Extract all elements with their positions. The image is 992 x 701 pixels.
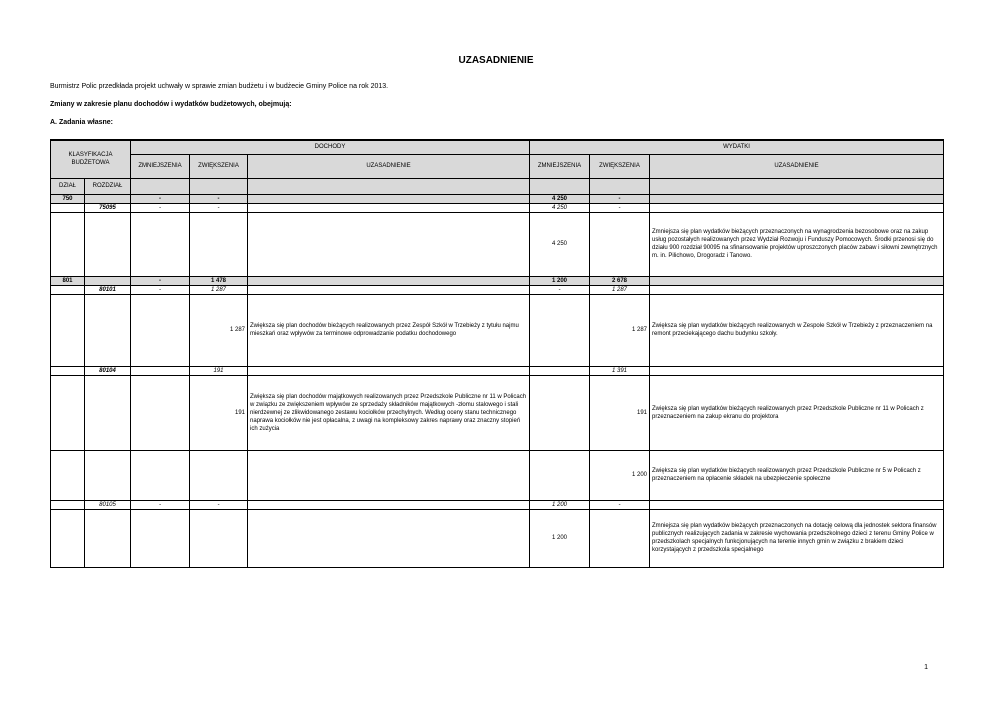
value-cell: 191 (190, 366, 248, 375)
table-row (51, 285, 944, 294)
justification-cell: Zwiększa się plan wydatków bieżących realizowanych przez Przedszkole Publiczne nr 5 w Policach z przeznaczeniem na opłacenie składek na ubezpieczenie społeczne (650, 450, 944, 500)
value-cell: - (190, 203, 248, 212)
value-cell: 191 (190, 375, 248, 450)
value-cell: - (131, 203, 190, 212)
value-cell: - (131, 194, 190, 203)
dzial-cell: 801 (51, 276, 85, 285)
value-cell: 1 478 (190, 276, 248, 285)
subtitle-text: Zmiany w zakresie planu dochodów i wydatków budżetowych, obejmują: (50, 101, 292, 108)
header-wydatki-uzasadnienie: UZASADNIENIE (650, 154, 944, 178)
value-cell: 4 250 (530, 194, 590, 203)
value-cell: - (190, 500, 248, 509)
value-cell: - (590, 194, 650, 203)
header-dochody-zmniejszenia: ZMNIEJSZENIA (131, 154, 190, 178)
value-cell: - (530, 285, 590, 294)
value-cell: - (131, 285, 190, 294)
table-row (51, 203, 944, 212)
value-cell: - (190, 194, 248, 203)
justification-cell: Zmniejsza się plan wydatków bieżących przeznaczonych na dotację celową dla jednostek sektora finansów publicznych realizujących zadania w zakresie wychowania przedszkolnego dzieci z terenu Gminy Police w przedszkolach specjalnych funkcjonujących na terenie innych gmin w związku z brakiem dzieci korzystających z przedszkola specjalnego (650, 509, 944, 567)
table-row (51, 375, 944, 450)
value-cell: 1 287 (590, 294, 650, 366)
budget-table (50, 139, 944, 568)
document-title: UZASADNIENIE (458, 55, 534, 66)
header-wydatki-zwiekszenia: ZWIĘKSZENIA (590, 154, 650, 178)
value-cell: 4 250 (530, 203, 590, 212)
value-cell: 2 678 (590, 276, 650, 285)
value-cell: 1 200 (530, 500, 590, 509)
header-rozdzial: ROZDZIAŁ (85, 178, 131, 194)
dzial-cell: 750 (51, 194, 85, 203)
value-cell: 1 287 (590, 285, 650, 294)
section-heading: A. Zadania własne: (50, 119, 114, 126)
justification-cell: Zmniejsza się plan wydatków bieżących przeznaczonych na wynagrodzenia bezosobowe oraz na zakup usług pozostałych realizowanych przez Wydział Rozwoju i Funduszy Pomocowych. Środki przenosi się do działu 900 rozdział 90095 na sfinansowanie projektów uproszczonych placów zabaw i siłowni zewnętrznych m. in. Pilichowo, Drogoradz i Tanowo. (650, 212, 944, 276)
value-cell: - (590, 500, 650, 509)
value-cell: 191 (590, 375, 650, 450)
value-cell: 1 200 (590, 450, 650, 500)
justification-cell: Zwiększa się plan wydatków bieżących realizowanych przez Przedszkole Publiczne nr 11 w Policach z przeznaczeniem na zakup ekranu do projektora (650, 375, 944, 450)
value-cell: - (590, 203, 650, 212)
table-row (51, 366, 944, 375)
table-row (51, 194, 944, 203)
justification-cell: Zwiększa się plan dochodów majątkowych realizowanych przez Przedszkole Publiczne nr 11 w Policach w związku ze zwiększeniem wpływów ze sprzedaży składników majątkowych -złomu stalowego i stali nierdzewnej ze zlikwidowanego zestawu kociołków przechylnych. Według oceny stanu technicznego naprawa kociołków nie jest opłacalna, z uwagi na kompleksowy zakres naprawy oraz znaczny stopień ich zużycia (248, 375, 530, 450)
table-row (51, 276, 944, 285)
value-cell: 1 391 (590, 366, 650, 375)
rozdzial-cell: 80105 (85, 500, 131, 509)
page-number: 1 (924, 664, 928, 671)
value-cell: 4 250 (530, 212, 590, 276)
rozdzial-cell: 75095 (85, 203, 131, 212)
value-cell: 1 200 (530, 509, 590, 567)
header-dochody-uzasadnienie: UZASADNIENIE (248, 154, 530, 178)
justification-cell: Zwiększa się plan wydatków bieżących realizowanych w Zespole Szkół w Trzebieży z przeznaczeniem na remont przeciekającego dachu budynku szkoły. (650, 294, 944, 366)
table-row (51, 500, 944, 509)
header-wydatki: WYDATKI (530, 140, 944, 154)
table-row (51, 509, 944, 567)
value-cell: - (131, 276, 190, 285)
table-row (51, 212, 944, 276)
value-cell: - (131, 500, 190, 509)
rozdzial-cell: 80101 (85, 285, 131, 294)
header-dochody: DOCHODY (131, 140, 530, 154)
table-row (51, 294, 944, 366)
value-cell: 1 287 (190, 285, 248, 294)
header-wydatki-zmniejszenia: ZMNIEJSZENIA (530, 154, 590, 178)
value-cell: 1 287 (190, 294, 248, 366)
header-dzial: DZIAŁ (51, 178, 85, 194)
justification-cell: Zwiększa się plan dochodów bieżących realizowanych przez Zespół Szkół w Trzebieży z tytułu najmu mieszkań oraz wpływów za terminowe odprowadzanie podatku dochodowego (248, 294, 530, 366)
header-klasyfikacja: KLASYFIKACJA BUDŻETOWA (51, 140, 131, 178)
header-dochody-zwiekszenia: ZWIĘKSZENIA (190, 154, 248, 178)
value-cell: 1 200 (530, 276, 590, 285)
rozdzial-cell: 80104 (85, 366, 131, 375)
intro-text: Burmistrz Polic przedkłada projekt uchwały w sprawie zmian budżetu i w budżecie Gminy Police na rok 2013. (50, 83, 389, 90)
table-row (51, 450, 944, 500)
